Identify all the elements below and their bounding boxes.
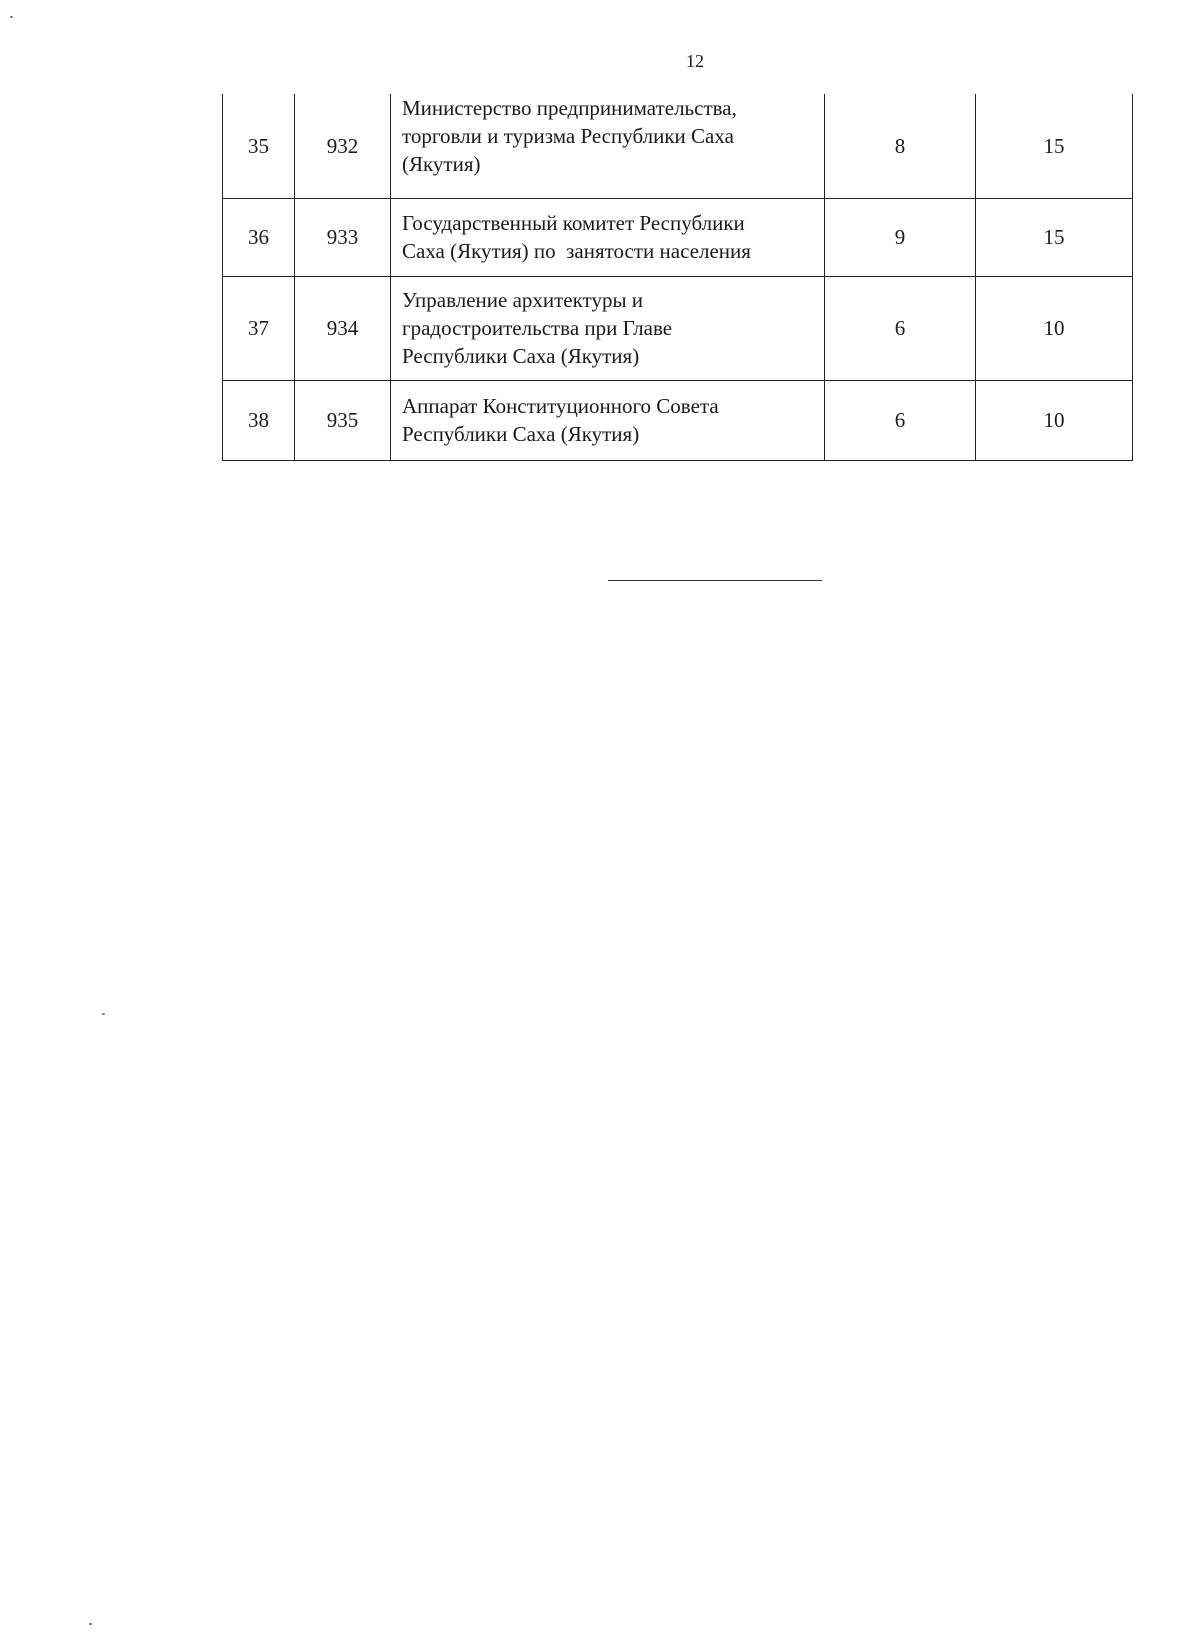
row-number: 36 [223,198,295,276]
row-number: 35 [223,94,295,198]
row-number: 38 [223,380,295,460]
value-b: 15 [976,198,1133,276]
row-code: 932 [295,94,391,198]
value-b: 10 [976,380,1133,460]
scan-speck [102,1013,105,1015]
end-separator-line [608,580,822,581]
agency-name [391,380,825,460]
row-code: 935 [295,380,391,460]
agency-name [391,276,825,380]
scan-speck [10,16,13,18]
agency-name-line: Государственный комитет Республики [402,211,745,235]
page-number: 12 [686,51,704,71]
agency-name [391,94,825,198]
value-a: 6 [825,276,976,380]
table-row [223,94,1133,198]
agency-name-line: Управление архитектуры и [402,288,644,312]
agency-name-line: градостроительства при Главе [402,316,673,340]
row-code: 933 [295,198,391,276]
agency-name-line: (Якутия) [402,152,481,176]
row-code: 934 [295,276,391,380]
agency-table [222,94,1133,461]
row-number: 37 [223,276,295,380]
agency-name [391,198,825,276]
agency-name-line: Республики Саха (Якутия) [402,422,640,446]
value-a: 8 [825,94,976,198]
table-row [223,276,1133,380]
agency-name-line: торговли и туризма Республики Саха [402,124,734,148]
agency-name-line: Саха (Якутия) по занятости населения [402,239,751,263]
scan-speck [89,1623,92,1625]
value-a: 9 [825,198,976,276]
agency-name-line: Республики Саха (Якутия) [402,344,640,368]
agency-name-line: Аппарат Конституционного Совета [402,394,719,418]
value-a: 6 [825,380,976,460]
value-b: 15 [976,94,1133,198]
value-b: 10 [976,276,1133,380]
agency-name-line: Министерство предпринимательства, [402,96,737,120]
table-row [223,380,1133,460]
table-row [223,198,1133,276]
